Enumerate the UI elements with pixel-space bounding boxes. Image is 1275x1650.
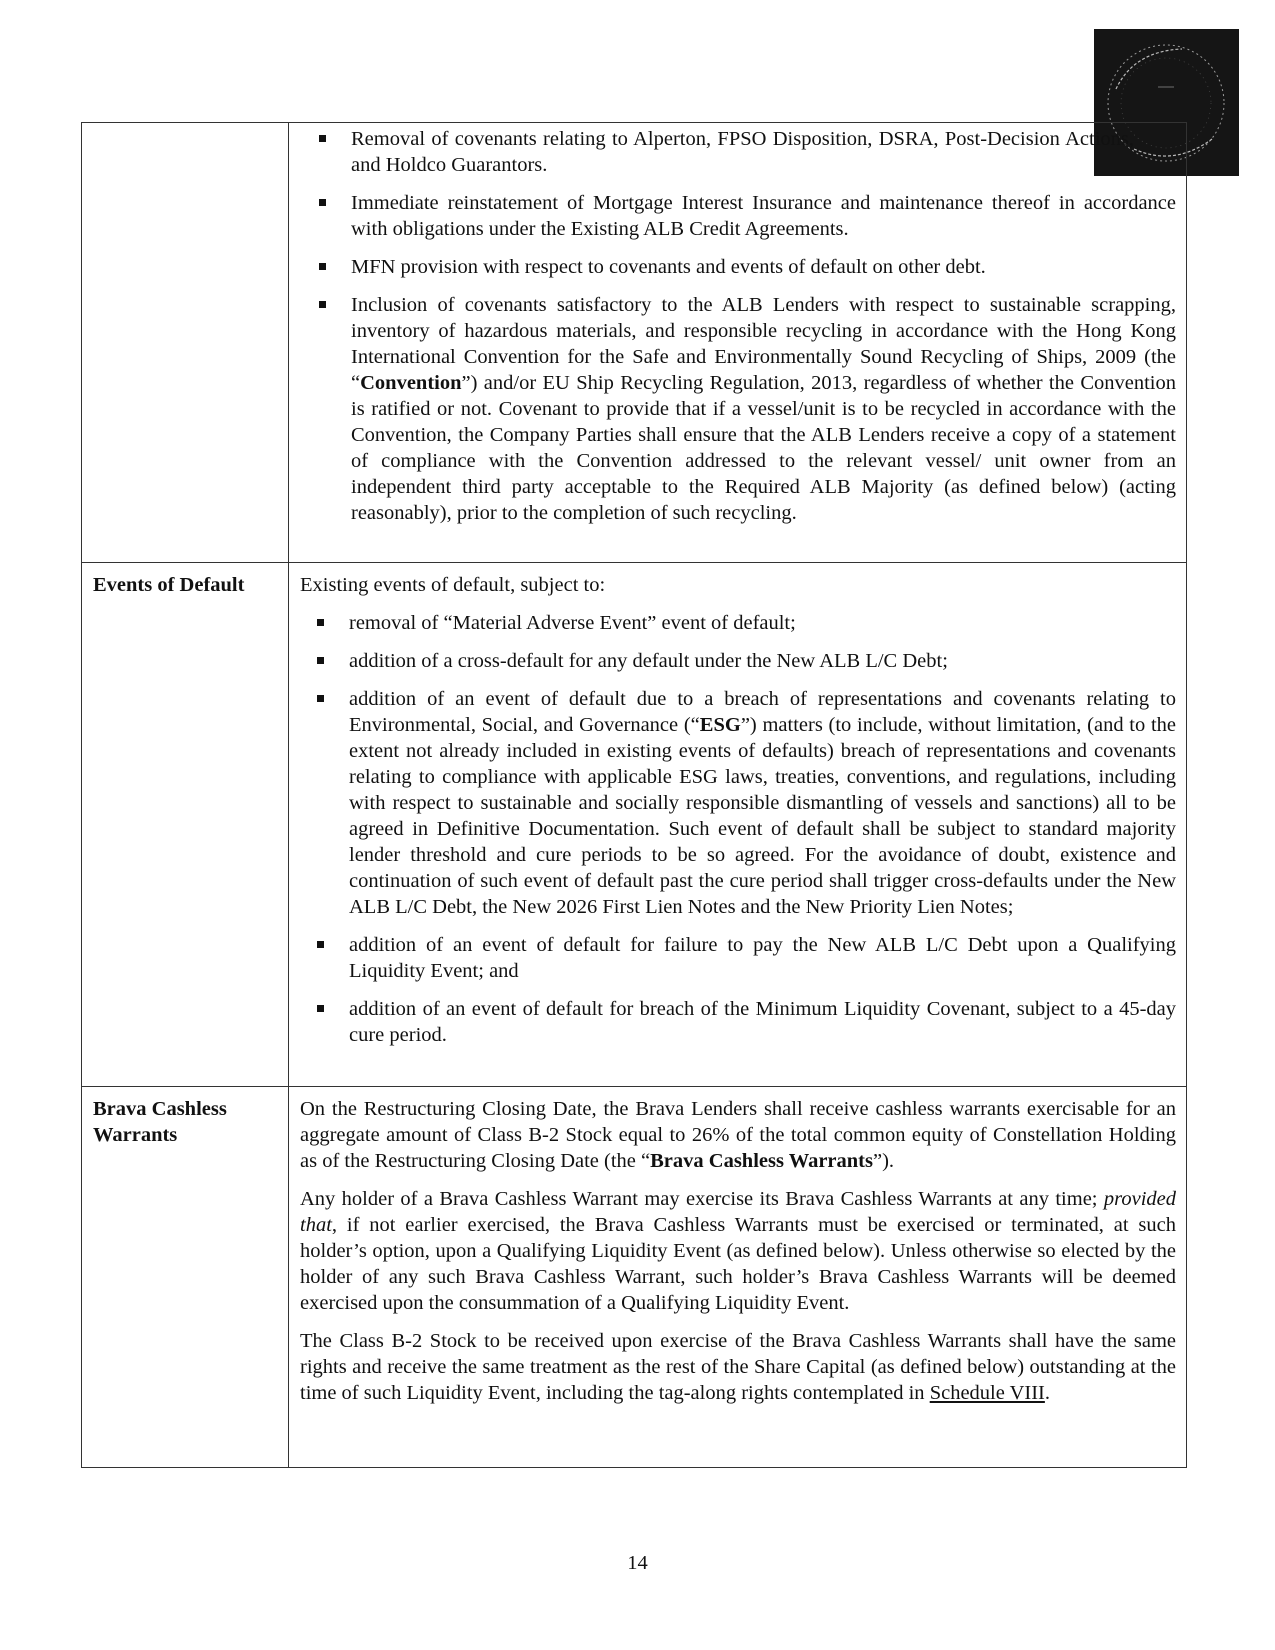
bullet-icon — [317, 657, 324, 664]
list-item — [289, 932, 1186, 984]
page-number: 14 — [627, 1552, 648, 1574]
list-item — [289, 292, 1186, 526]
row-label — [82, 123, 288, 132]
defined-term: ESG — [699, 714, 741, 736]
row-content-cell — [289, 563, 1187, 1087]
list-item — [289, 648, 1186, 674]
bullet-text: ”) and/or EU Ship Recycling Regulation, 2013, regardless of whether the Convention is ratified or not. Covenant to provide that if a vessel/unit is to be recycled in accordance with the Convention, the Company Parties shall ensure that the ALB Lenders receive a copy of a statement of compliance with the Convention addressed to the relevant vessel/ unit owner from an independent third party acceptable to the Required ALB Majority (as defined below) (acting reasonably), prior to the completion of such recycling. — [351, 372, 1176, 524]
table-row — [82, 123, 1187, 563]
paragraph — [300, 1186, 1176, 1316]
bullet-text: Removal of covenants relating to Alperton, FPSO Disposition, DSRA, Post-Decision Actions, and Holdco Guarantors. — [351, 128, 1134, 176]
bullet-text: MFN provision with respect to covenants and events of default on other debt. — [351, 256, 986, 278]
list-item — [289, 610, 1186, 636]
list-item — [289, 254, 1186, 280]
bullet-text: addition of an event of default for breach of the Minimum Liquidity Covenant, subject to a 45-day cure period. — [349, 998, 1176, 1046]
list-item — [289, 996, 1186, 1048]
bullet-icon — [317, 1005, 324, 1012]
list-item — [289, 190, 1186, 242]
bullet-icon — [319, 301, 326, 308]
bullet-text: ”) matters (to include, without limitation, (and to the extent not already included in existing events of defaults) breach of representations and covenants relating to compliance with applicable ESG laws, treaties, conventions, and regulations, including with respect to sustainable and socially responsible dismantling of vessels and sanctions) all to be agreed in Definitive Documentation. Such event of default shall be subject to standard majority lender threshold and cure periods to be so agreed. For the avoidance of doubt, existence and continuation of such event of default past the cure period shall trigger cross-defaults under the New ALB L/C Debt, the New 2026 First Lien Notes and the New Priority Lien Notes; — [349, 714, 1177, 918]
row-label-cell — [82, 1087, 289, 1468]
bullet-icon — [317, 619, 324, 626]
bullet-text: removal of “Material Adverse Event” event of default; — [349, 612, 796, 634]
bullet-text: addition of an event of default for failure to pay the New ALB L/C Debt upon a Qualifying Liquidity Event; and — [349, 934, 1176, 982]
table-row — [82, 1087, 1187, 1468]
paragraph-text: The Class B-2 Stock to be received upon exercise of the Brava Cashless Warrants shall have the same rights and receive the same treatment as the rest of the Share Capital (as defined below) outstanding at the time of such Liquidity Event, including the tag-along rights contemplated in — [300, 1330, 1176, 1404]
paragraph-text: Any holder of a Brava Cashless Warrant may exercise its Brava Cashless Warrants at any time; — [300, 1188, 1104, 1210]
row-label: Events of Default — [93, 574, 245, 596]
bullet-icon — [317, 941, 324, 948]
paragraph-text: . — [1044, 1382, 1050, 1404]
intro-text: Existing events of default, subject to: — [300, 574, 606, 596]
row-label-line: Brava Cashless — [93, 1098, 227, 1120]
paragraph — [300, 1096, 1176, 1174]
row-label-cell — [82, 123, 289, 563]
bullet-text: addition of a cross-default for any default under the New ALB L/C Debt; — [349, 650, 948, 672]
schedule-reference: Schedule VIII — [929, 1382, 1045, 1404]
bullet-icon — [319, 263, 326, 270]
paragraph — [300, 1328, 1176, 1406]
bullet-text: Inclusion of covenants satisfactory to the ALB Lenders with respect to sustainable scrapping, inventory of hazardous materials, and responsible recycling in accordance with the Hong Kong International Convention for the Safe and Environmentally Sound Recycling of Ships, 2009 (the “ — [351, 294, 1176, 394]
list-item — [289, 686, 1186, 920]
paragraph-text: ”). — [872, 1150, 895, 1172]
row-label — [82, 1087, 288, 1148]
italic-term: provided that — [300, 1188, 1176, 1236]
bullet-icon — [319, 199, 326, 206]
bullet-icon — [317, 695, 324, 702]
bullet-text: addition of an event of default due to a breach of representations and covenants relating to Environmental, Social, and Governance (“ — [349, 688, 1176, 736]
row-label-line: Warrants — [93, 1124, 178, 1146]
paragraph-text: On the Restructuring Closing Date, the Brava Lenders shall receive cashless warrants exercisable for an aggregate amount of Class B-2 Stock equal to 26% of the total common equity of Constellation Holding as of the Restructuring Closing Date (the “ — [300, 1098, 1176, 1172]
defined-term: Brava Cashless Warrants — [650, 1150, 873, 1172]
row-content-cell — [289, 1087, 1187, 1468]
row-content-cell — [289, 123, 1187, 563]
bullet-text: Immediate reinstatement of Mortgage Interest Insurance and maintenance thereof in accordance with obligations under the Existing ALB Credit Agreements. — [351, 192, 1176, 240]
defined-term: Convention — [360, 372, 462, 394]
default-bullet-list — [289, 610, 1186, 1048]
bullet-icon — [319, 135, 326, 142]
paragraph-text: , if not earlier exercised, the Brava Cashless Warrants must be exercised or terminated, at such holder’s option, upon a Qualifying Liquidity Event (as defined below). Unless otherwise so elected by the holder of any such Brava Cashless Warrant, such holder’s Brava Cashless Warrants will be deemed exercised upon the consummation of a Qualifying Liquidity Event. — [300, 1214, 1176, 1314]
list-item — [289, 126, 1186, 178]
term-sheet-table — [81, 122, 1187, 1468]
table-row — [82, 563, 1187, 1087]
row-label-cell — [82, 563, 289, 1087]
covenant-bullet-list — [289, 123, 1186, 526]
